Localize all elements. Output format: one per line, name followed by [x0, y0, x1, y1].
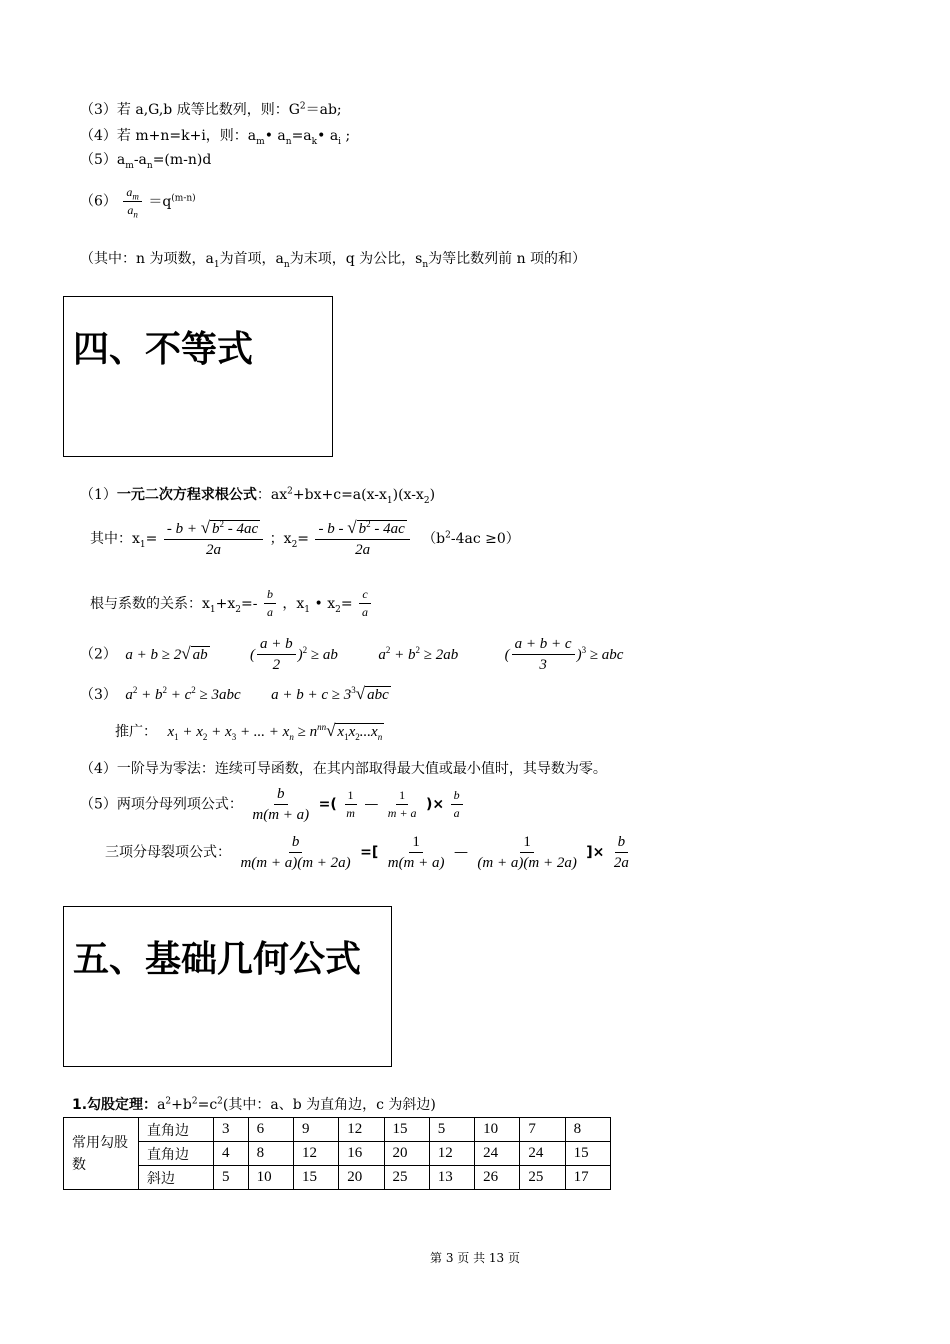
pf2-term1-fraction: $\frac{1}{m}$: [346, 788, 355, 820]
vieta-line: 根与系数的关系：$x_1+x_2=-$ $\frac{b}{a}$ ，$x_1$ • $x_2=$ $\frac{c}{a}$: [90, 588, 373, 619]
row-label-cell: 斜边: [139, 1166, 214, 1190]
table-cell: 25: [384, 1166, 429, 1190]
table-cell: 15: [565, 1142, 610, 1166]
table-cell: 10: [248, 1166, 293, 1190]
section-5-box: [63, 906, 392, 1067]
line-4: （4）若 m+n=k+i，则：$a_m•$ $a_n=a_k•$ $a_i$ ;: [80, 128, 351, 147]
table-cell: 25: [520, 1166, 565, 1190]
mean-square-fraction: $\frac{a + b}{2}$: [257, 636, 296, 673]
table-cell: 12: [339, 1118, 384, 1142]
notation-note: （其中：n 为项数，$a_1$为首项，$a_n$为末项，q 为公比，$s_n$为等比数列前 n 项的和）: [80, 251, 587, 270]
root-x2-fraction: $\frac{- b - √ b^2 - 4ac}{2a}$: [315, 520, 409, 558]
table-cell: 10: [475, 1118, 520, 1142]
section-5-title: 五、基础几何公式: [73, 939, 362, 980]
table-cell: 3: [214, 1118, 249, 1142]
line-6: （6） $\frac{a_m}{a_n}$ $=q^{(m-n)}$: [80, 185, 196, 220]
table-cell: 17: [565, 1166, 610, 1190]
table-cell: 8: [565, 1118, 610, 1142]
table-cell: 20: [384, 1142, 429, 1166]
pf3-term1-fraction: $\frac{1}{m(m + a)}$: [387, 834, 445, 871]
row-label-cell: 直角边: [139, 1118, 214, 1142]
partial-fraction-3-line: 三项分母裂项公式： $\frac{b}{m(m + a)(m + 2a)}$ =[ $\frac{1}{m(m + a)}$ — $\frac{1}{(m + a)(m + 2a)}$ ]× $\frac{b}{2a}$: [105, 834, 634, 871]
inequality-2-line: （2） a + b ≥ 2√ ab ( $\frac{a + b}{2}$ )$^2$ ≥ ab $a^2 + b^2 \ge 2ab$ ( $\frac{a + b + c}{3}$ )$^3$ ≥ abc: [80, 636, 624, 673]
vieta-product-fraction: $\frac{c}{a}$: [359, 588, 371, 619]
table-row: [64, 1142, 611, 1166]
table-cell: 26: [475, 1166, 520, 1190]
table-row: [64, 1118, 611, 1142]
pf2-term2-fraction: $\frac{1}{m + a}$: [387, 788, 417, 820]
page-footer: 第 3 页 共 13 页: [430, 1251, 520, 1265]
pf2-factor-fraction: $\frac{b}{a}$: [451, 789, 463, 820]
section-4-title: 四、不等式: [73, 329, 254, 370]
generalization-line: 推广： $x_1 + x_2 + x_3$ + ... + $x_n \ge n^{nn}√$ $x_1x_2...x_n$: [115, 721, 383, 742]
table-cell: 24: [520, 1142, 565, 1166]
row-header-cell: 常用勾股数: [64, 1118, 139, 1190]
row-label-cell: 直角边: [139, 1142, 214, 1166]
table-cell: 24: [475, 1142, 520, 1166]
table-cell: 6: [248, 1118, 293, 1142]
table-cell: 16: [339, 1142, 384, 1166]
derivative-method-line: （4）一阶导为零法：连续可导函数，在其内部取得最大值或最小值时，其导数为零。: [80, 761, 607, 777]
table-cell: 9: [293, 1118, 338, 1142]
table-cell: 15: [293, 1166, 338, 1190]
table-cell: 5: [429, 1118, 474, 1142]
table-cell: 20: [339, 1166, 384, 1190]
pf3-factor-fraction: $\frac{b}{2a}$: [613, 834, 629, 871]
pf3-main-fraction: $\frac{b}{m(m + a)(m + 2a)}$: [240, 834, 351, 871]
table-cell: 13: [429, 1166, 474, 1190]
table-cell: 12: [293, 1142, 338, 1166]
table-cell: 4: [214, 1142, 249, 1166]
root-x1-fraction: $\frac{- b + √ b^2 - 4ac}{2a}$: [164, 520, 263, 558]
roots-line: 其中：$x_1=$ $\frac{- b + √ b^2 - 4ac}{2a}$ ；$x_2=$ $\frac{- b - √ b^2 - 4ac}{2a}$ $(b^2-4ac \ge 0)$: [90, 518, 520, 558]
mean-cube-fraction: $\frac{a + b + c}{3}$: [512, 636, 575, 673]
table-row: [64, 1166, 611, 1190]
quadratic-formula-line: （1）一元二次方程求根公式：$ax^2+bx+c=a(x-x_1)(x-x_2)$: [80, 486, 436, 506]
line-5: $(5)a_m-a_n=(m-n)d$: [80, 152, 212, 171]
table-cell: 7: [520, 1118, 565, 1142]
pythagorean-triples-table: [63, 1117, 611, 1190]
ratio-fraction: $\frac{a_m}{a_n}$: [123, 186, 142, 217]
pf2-main-fraction: $\frac{b}{m(m + a)}$: [252, 786, 310, 823]
inequality-3-line: （3） $a^2 + b^2 + c^2 \ge 3abc$ $a + b + c \ge 3^3√$ abc: [80, 684, 389, 703]
table-cell: 8: [248, 1142, 293, 1166]
partial-fraction-2-line: （5）两项分母列项公式： $\frac{b}{m(m + a)}$ =( $\frac{1}{m}$ — $\frac{1}{m + a}$ )× $\frac{b}{a}$: [80, 786, 465, 823]
table-cell: 12: [429, 1142, 474, 1166]
section-4-box: [63, 296, 333, 457]
table-cell: 15: [384, 1118, 429, 1142]
line-3: （3）若 a,G,b 成等比数列，则：$G^2=ab$;: [80, 101, 342, 118]
pf3-term2-fraction: $\frac{1}{(m + a)(m + 2a)}$: [477, 834, 577, 871]
table-cell: 5: [214, 1166, 249, 1190]
pythagorean-line: 1.勾股定理：$a^2+b^2=c^2$(其中：a、b 为直角边，c 为斜边): [72, 1096, 436, 1113]
vieta-sum-fraction: $\frac{b}{a}$: [264, 588, 276, 619]
